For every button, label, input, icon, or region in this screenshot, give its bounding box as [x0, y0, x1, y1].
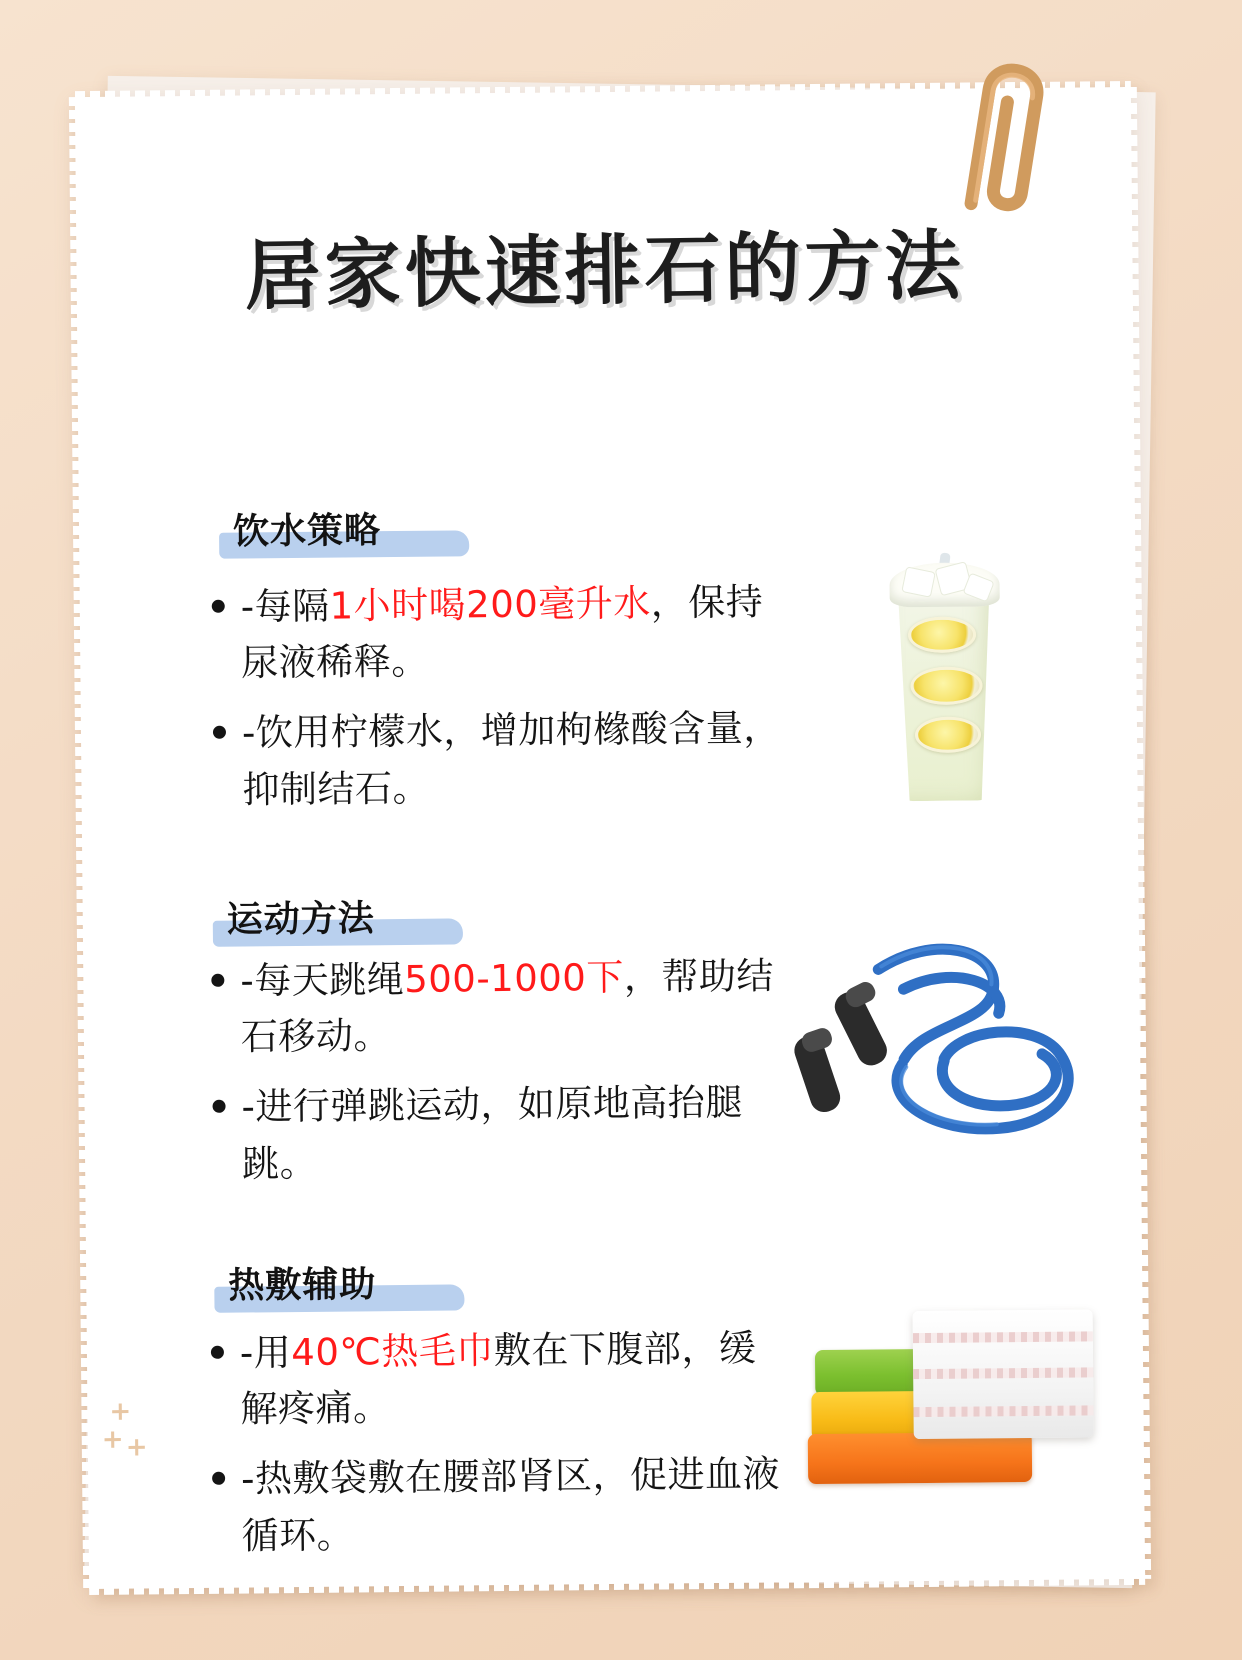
list-item-text: [241, 1075, 781, 1193]
orange-towel: [808, 1432, 1032, 1484]
list-item-text: [242, 701, 782, 819]
list-item-text: [240, 948, 780, 1066]
bullet-dot-icon: [212, 1472, 225, 1485]
white-folded-towel: [913, 1309, 1094, 1439]
page-title: 居家快速排石的方法: [243, 220, 966, 321]
towel-stripe: [913, 1405, 1093, 1417]
list-item-text: [241, 1447, 781, 1565]
list-item: [201, 701, 782, 819]
section-list-drinking: [200, 574, 782, 832]
section-list-exercise: [199, 948, 781, 1206]
bullet-dot-icon: [213, 726, 226, 739]
list-item: [200, 574, 781, 692]
text-highlight: 40℃热毛巾: [291, 1329, 495, 1375]
towel-stripe: [913, 1367, 1093, 1379]
text-suffix: 敷在下腹部，缓解疼痛。: [240, 1326, 757, 1431]
poster-content: [75, 87, 1145, 1589]
text-highlight: 1小时喝200毫升水: [329, 581, 651, 628]
text-suffix: ，保持尿液稀释。: [241, 580, 764, 685]
text-prefix: -用: [239, 1331, 292, 1375]
plus-decoration-icon: +: [125, 1432, 148, 1463]
stacked-towels-image: [805, 1305, 1107, 1508]
section-list-hot-compress: [199, 1320, 781, 1578]
list-item: [199, 1320, 780, 1438]
text-prefix: -进行弹跳运动，如原地高抬腿跳。: [241, 1081, 744, 1186]
plus-decoration-icon: +: [109, 1396, 132, 1427]
list-item: [200, 1075, 781, 1193]
list-item: [199, 948, 780, 1066]
text-prefix: -热敷袋敷在腰部肾区，促进血液循环。: [240, 1452, 781, 1558]
text-prefix: -每天跳绳: [240, 957, 405, 1003]
jump-rope-image: [783, 927, 1115, 1170]
list-item-text: [240, 1320, 780, 1438]
text-highlight: 500-1000下: [404, 955, 625, 1001]
list-item: [200, 1447, 781, 1565]
section-heading-hot-compress: 热敷辅助: [214, 1252, 395, 1315]
ice-cube-icon: [901, 566, 936, 597]
text-prefix: -每隔: [240, 584, 330, 629]
plus-decoration-icon: +: [101, 1424, 124, 1455]
list-item-text: [241, 574, 781, 692]
poster-paper-sheet: [75, 87, 1145, 1589]
section-heading-exercise: 运动方法: [212, 886, 393, 949]
bullet-dot-icon: [211, 1346, 224, 1359]
text-suffix: ，帮助结石移动。: [240, 954, 775, 1059]
lemon-drink-image: [879, 558, 1011, 809]
text-prefix: -饮用柠檬水，增加枸橼酸含量，抑制结石。: [241, 706, 782, 812]
bullet-dot-icon: [211, 974, 224, 987]
section-heading-drinking: 饮水策略: [219, 498, 400, 561]
towel-stripe: [913, 1331, 1093, 1343]
bullet-dot-icon: [212, 1100, 225, 1113]
bullet-dot-icon: [212, 600, 225, 613]
jump-rope-svg: [783, 927, 1115, 1170]
